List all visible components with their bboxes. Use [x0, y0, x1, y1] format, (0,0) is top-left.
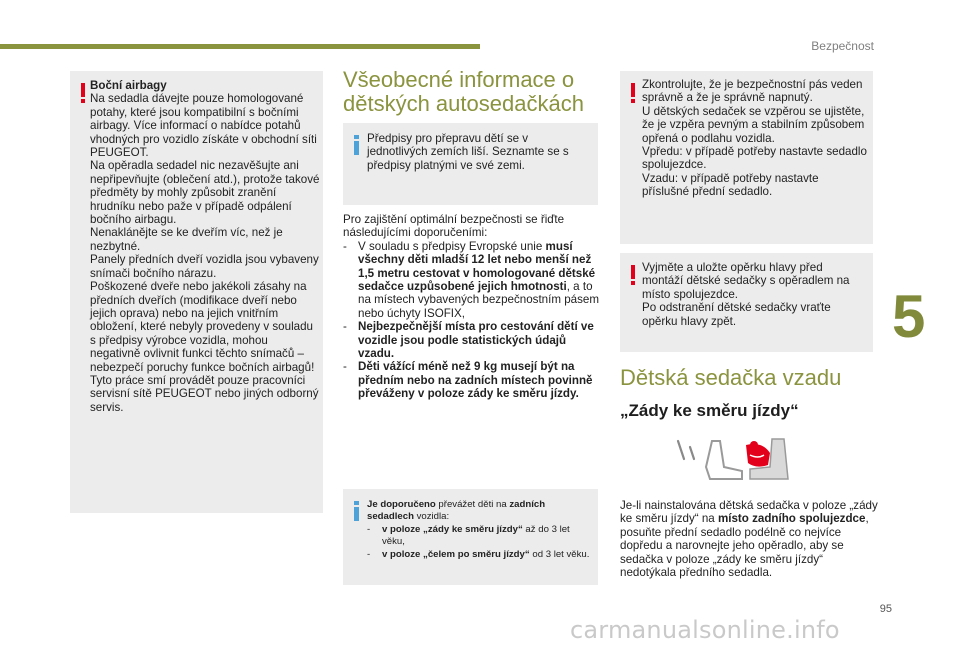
list-item: - V souladu s předpisy Evropské unie musí všechny děti mladší 12 let nebo menší než 1,5 metru cestovat v homologované dětské sedačce uzpůsobené jejich hmotnosti, a to na místech vybavených bezpečnostním pásem nebo úchyty ISOFIX,: [343, 240, 601, 320]
headrest-warning-box: [620, 253, 873, 352]
page-number: 95: [879, 603, 892, 615]
list-item: - v poloze „zády ke směru jízdy“ až do 3 let věku,: [367, 524, 593, 549]
rear-facing-subheading: „Zády ke směru jízdy“: [620, 401, 799, 420]
list-item: - v poloze „čelem po směru jízdy“ od 3 let věku.: [367, 549, 593, 561]
recommendations-intro: Pro zajištění optimální bezpečnosti se řiďte následujícími doporučeními:: [343, 213, 565, 240]
regulations-info-box: [343, 123, 598, 205]
general-info-heading: Všeobecné informace o dětských autosedačkách: [343, 67, 584, 116]
safety-recommendations: [343, 213, 601, 401]
seat-position-list: [367, 524, 593, 561]
warning-icon: [630, 265, 636, 285]
side-airbag-warning-box: [70, 71, 323, 513]
rear-seat-instructions: Je-li nainstalována dětská sedačka v poloze „zády ke směru jízdy“ na místo zadního spolujezdce, posuňte přední sedadlo podélně co nejvíce dopředu a narovnejte jeho opěradlo, aby se sedačka v poloze „zády ke směru jízdy“ nedotýkala předního sedadla.: [620, 499, 878, 580]
info-icon: [353, 501, 360, 526]
list-item: - Děti vážící méně než 9 kg musejí být na předním nebo na zadních místech povinně převáženy v poloze zády ke směru jízdy.: [343, 360, 601, 400]
seatbelt-warning-text: Zkontrolujte, že je bezpečnostní pás veden správně a že je správně napnutý. U dětských sedaček se vzpěrou se ujistěte, že je vzpěra pevným a stabilním způsobem opřená o podlahu vozidla. Vpředu: v případě potřeby nastavte sedadlo spolujezdce. Vzadu: v případě potřeby nastavte příslušné přední sedadlo.: [642, 78, 867, 199]
section-label: Bezpečnost: [811, 39, 874, 53]
chapter-number: 5: [892, 283, 926, 350]
warning-icon: [80, 83, 86, 103]
rear-facing-child-seat-icon: [672, 435, 796, 485]
recommendation-info-box: Je doporučeno převážet děti na zadních sedadlech vozidla: - v poloze „zády ke směru jízdy“ až do 3 let věku, - v poloze „čelem po směru jízdy“ od 3 let věku.: [343, 489, 598, 585]
seatbelt-warning-box: [620, 71, 873, 244]
side-airbag-body: Na sedadla dávejte pouze homologované potahy, které jsou kompatibilní s bočními airbagy. Více informací o nabídce potahů vhodných pro vozidlo získáte v obchodní síti PEUGEOT. Na opěradla sedadel nic nezavěšujte ani nepřipevňujte (oblečení atd.), protože takové předměty by mohly způsobit zranění hrudníku nebo paže v případě odpálení bočního airbagu. Nenaklánějte se ke dveřím víc, než je nezbytné. Panely předních dveří vozidla jsou vybaveny snímači bočního nárazu. Poškozené dveře nebo jakékoli zásahy na předních dveřích (modifikace dveří nebo jejich oprava) nebo na jejich vnitřním obložení, které nebyly provedeny v souladu s předpisy výrobce vozidla, mohou negativně ovlivnit funkci těchto snímačů – nebezpečí poruchy funkce bočních airbagů! Tyto práce smí provádět pouze pracovníci servisní sítě PEUGEOT nebo jiných odborný servis.: [90, 92, 320, 414]
recommendations-list: [343, 240, 601, 401]
rear-child-seat-heading: Dětská sedačka vzadu: [620, 365, 842, 390]
headrest-warning-text: Vyjměte a uložte opěrku hlavy před montáží dětské sedačky s opěradlem na místo spolujezdce. Po odstranění dětské sedačky vraťte opěrku hlavy zpět.: [642, 261, 850, 328]
side-airbag-title: Boční airbagy: [90, 79, 167, 92]
top-accent-bar: [0, 44, 480, 49]
watermark: carmanualsonline.info: [570, 616, 840, 644]
warning-icon: [630, 83, 636, 103]
list-item: - Nejbezpečnější místa pro cestování dětí ve vozidle jsou podle statistických údajů vzadu.: [343, 320, 601, 360]
info-icon: [353, 135, 360, 160]
regulations-info-text: Předpisy pro přepravu dětí se v jednotlivých zemích liší. Seznamte se s předpisy platnými ve své zemi.: [367, 132, 569, 172]
